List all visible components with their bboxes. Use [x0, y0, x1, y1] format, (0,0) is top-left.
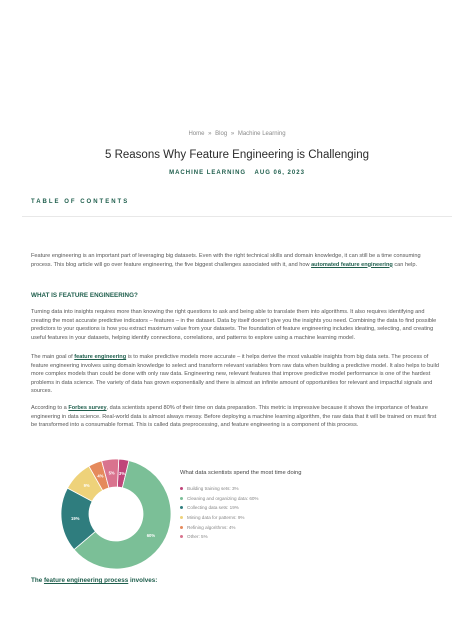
post-meta [0, 170, 474, 176]
legend-swatch [180, 526, 183, 529]
paragraph-1: Turning data into insights requires more than knowing the right questions to ask and being able to translate them into algorithms. It also requires identifying and creating the most accurate predictive indicators – features – in the dataset. Data by itself doesn't give you the insights you need. Combining the data to find possible predictors to your questions is how you extract maximum value from your datasets. The foundation of feature engineering includes ideating, selecting, and creating useful features in your datasets, helping identify connections, correlations, and patterns to explore using a machine learning model. [31, 309, 437, 341]
table-of-contents-toggle[interactable]: TABLE OF CONTENTS [31, 199, 130, 205]
legend-label: Cleaning and organizing data: 60% [187, 495, 259, 501]
pie-slice-label: 5% [108, 470, 115, 476]
p3-pre: According to a [31, 405, 69, 411]
legend-item [180, 522, 259, 532]
legend-item [180, 484, 259, 494]
chart-legend [180, 484, 259, 542]
paragraph-3 [31, 404, 443, 430]
legend-label: Building training sets: 3% [187, 486, 239, 492]
p2-text: is to make predictive models more accurate – it helps derive the most valuable insights from big data sets. The process of feature engineering involves using domain knowledge to select and transform relevant variables from raw data when building a predictive model. It also helps to build more complex models than could be done with only raw data. Engineering new, relevant features that improve predictive model performance is one of the hardest problems in data science. The variety of data has grown exponentially and there is almost an infinite amount of opportunities for relevant and impactful signals and sources. [31, 354, 439, 395]
p3-text: , data scientists spend 80% of their time on data preparation. This metric is impressive because it shows the importance of feature engineering in data science. Real-world data is almost always messy. Before deploying a machine learning algorithm, the raw data that it will be trained on must first be transformed into a consumable format. This is called data preprocessing, and feature engineering is a component of this process. [31, 405, 437, 429]
pie-slice-label: 3% [118, 470, 125, 476]
feature-engineering-link[interactable]: feature engineering [74, 354, 127, 360]
legend-item [180, 532, 259, 542]
intro-text: Feature engineering is an important part of leveraging big datasets. Even with the right technical skills and domain knowledge, it can still be a time consuming process. This blog article will go over feature engineering, the five biggest challenges associated with it, and how [31, 253, 421, 268]
breadcrumb-separator: » [208, 131, 212, 137]
paragraph-2 [31, 353, 443, 396]
legend-label: Other: 5% [187, 534, 208, 540]
legend-item [180, 513, 259, 523]
legend-swatch [180, 487, 183, 490]
intro-tail: can help. [392, 261, 418, 268]
pie-slice-label: 4% [97, 473, 104, 479]
legend-item [180, 494, 259, 504]
post-category[interactable]: MACHINE LEARNING [169, 170, 247, 176]
legend-item [180, 503, 259, 513]
breadcrumb-home[interactable]: Home [188, 131, 205, 137]
section-heading: WHAT IS FEATURE ENGINEERING? [31, 292, 138, 299]
pie-slice-label: 60% [146, 533, 156, 539]
legend-label: Mining data for patterns: 9% [187, 515, 245, 521]
process-heading [31, 577, 157, 584]
forbes-survey-link[interactable]: Forbes survey [68, 405, 107, 411]
breadcrumb-blog[interactable]: Blog [215, 131, 228, 137]
legend-label: Refining algorithms: 4% [187, 524, 236, 530]
breadcrumb-category[interactable]: Machine Learning [237, 131, 286, 137]
process-pre: The [31, 577, 44, 584]
legend-swatch [180, 535, 183, 538]
automated-feature-engineering-link[interactable]: automated feature engineering [311, 261, 393, 268]
legend-swatch [180, 506, 183, 509]
p2-pre: The main goal of [31, 354, 75, 360]
legend-swatch [180, 497, 183, 500]
feature-engineering-process-link[interactable]: feature engineering process [43, 577, 129, 584]
pie-slice-label: 19% [71, 515, 80, 521]
divider [22, 216, 452, 217]
breadcrumb-separator: » [230, 131, 235, 137]
legend-swatch [180, 516, 183, 519]
pie-slice-label: 9% [83, 482, 90, 488]
process-post: involves: [128, 577, 158, 584]
post-date: AUG 06, 2023 [254, 170, 305, 176]
legend-label: Collecting data sets: 19% [187, 505, 239, 511]
chart-title: What data scientists spend the most time doing [180, 470, 302, 476]
intro-paragraph [31, 252, 443, 269]
breadcrumb [0, 131, 474, 137]
page-title: 5 Reasons Why Feature Engineering is Challenging [104, 149, 369, 161]
